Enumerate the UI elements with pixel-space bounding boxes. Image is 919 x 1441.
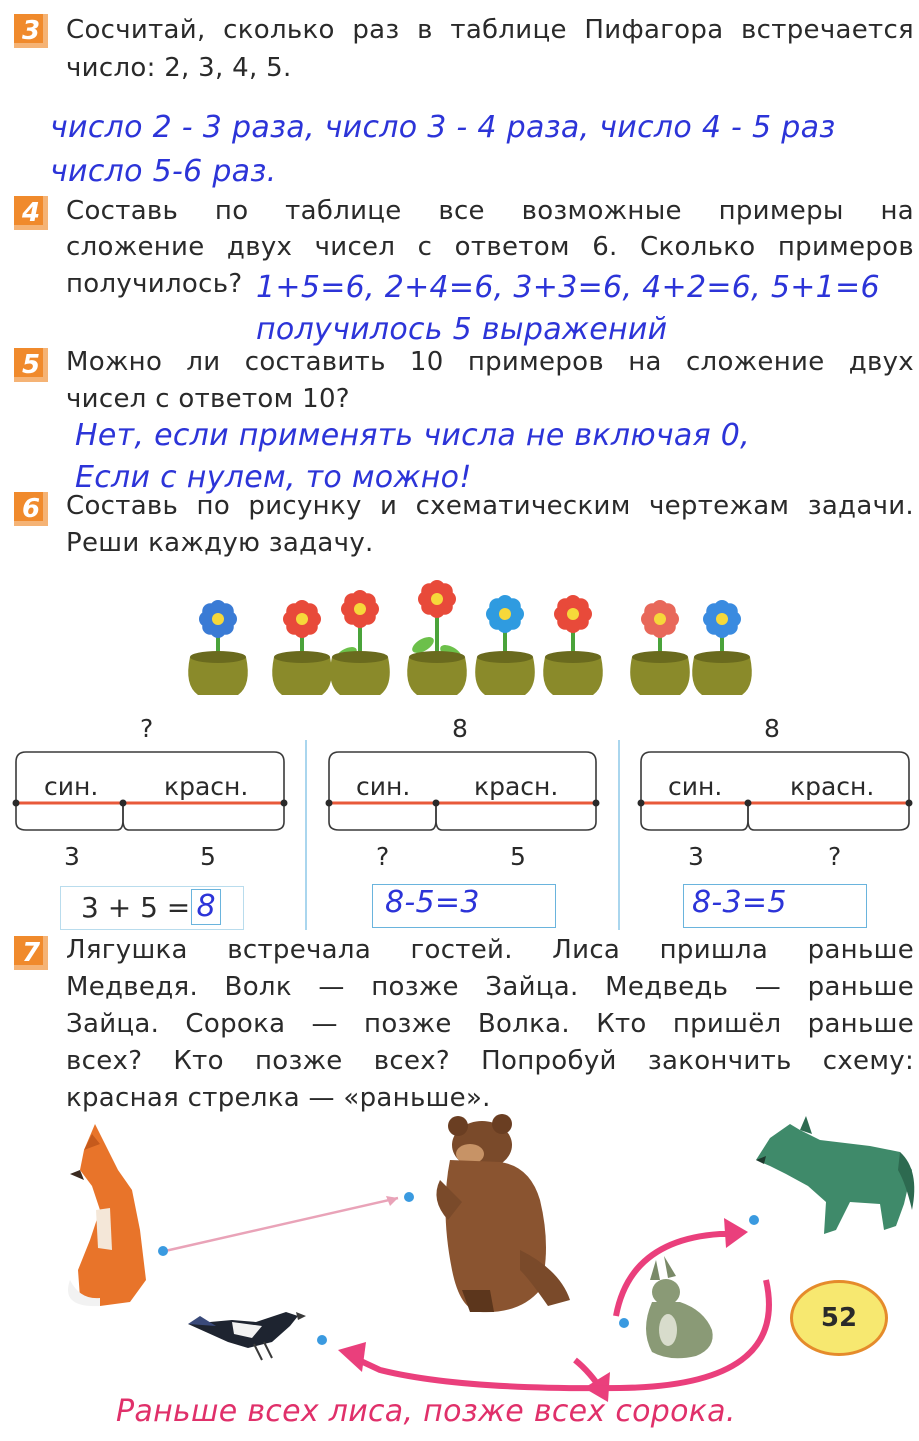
wolf-illustration xyxy=(756,1116,914,1234)
task-4-answer-line-2: получилось 5 выражений xyxy=(256,312,668,347)
scheme-1-right-brace xyxy=(123,806,284,830)
scheme-3-point-2 xyxy=(745,800,752,807)
scheme-1-point-1 xyxy=(13,800,20,807)
scheme-3-left-brace xyxy=(641,806,748,830)
flower-pot-4 xyxy=(407,580,467,695)
scheme-3-point-3 xyxy=(906,800,913,807)
task-4-number: 4 xyxy=(14,196,48,230)
scheme-3-total: 8 xyxy=(764,714,780,743)
scheme-3-answer: 8-3=5 xyxy=(692,885,787,920)
task-7-text-line-1: Лягушка встречала гостей. Лиса пришла раньше xyxy=(66,935,914,965)
scheme-1-answer: 8 xyxy=(191,889,221,925)
page-number-badge: 52 xyxy=(790,1280,888,1356)
scheme-1-right-value: 5 xyxy=(200,842,216,871)
scheme-2-right-value: 5 xyxy=(510,842,526,871)
task-3-text-line-2: число: 2, 3, 4, 5. xyxy=(66,53,292,83)
scheme-3-label-left: син. xyxy=(668,772,723,801)
scheme-2-answer-box xyxy=(372,884,556,928)
task-5-answer-line-2: Если с нулем, то можно! xyxy=(75,460,472,495)
task-5-answer-line-1: Нет, если применять числа не включая 0, xyxy=(75,418,750,453)
scheme-3-point-1 xyxy=(638,800,645,807)
scheme-2-label-left: син. xyxy=(356,772,411,801)
task-6-text-line-2: Реши каждую задачу. xyxy=(66,528,374,558)
scheme-2-point-2 xyxy=(433,800,440,807)
flower-pot-8 xyxy=(692,600,752,695)
fox-illustration xyxy=(68,1124,146,1306)
scheme-3-right-brace xyxy=(748,806,909,830)
task-7-answer: Раньше всех лиса, позже всех сорока. xyxy=(116,1394,736,1429)
scheme-2-point-3 xyxy=(593,800,600,807)
scheme-2-answer: 8-5=3 xyxy=(385,885,480,920)
task-7-number: 7 xyxy=(14,936,48,970)
flower-pot-7 xyxy=(630,600,690,695)
scheme-2-point-1 xyxy=(326,800,333,807)
scheme-1-point-2 xyxy=(120,800,127,807)
task-6-text-line-1: Составь по рисунку и схематическим чертежам задачи. xyxy=(66,491,914,521)
scheme-1-left-value: 3 xyxy=(64,842,80,871)
task-3-text-line-1: Сосчитай, сколько раз в таблице Пифагора встречается xyxy=(66,15,914,45)
flower-pot-3 xyxy=(330,590,390,695)
scheme-2-left-value: ? xyxy=(376,842,390,871)
scheme-1-label-left: син. xyxy=(44,772,99,801)
scheme-1-answer-box xyxy=(60,886,244,930)
scheme-1-label-right: красн. xyxy=(164,772,249,801)
flower-pot-6 xyxy=(543,595,603,695)
task-5-number: 5 xyxy=(14,348,48,382)
scheme-1-total: ? xyxy=(140,714,154,743)
scheme-1-left-brace xyxy=(16,806,123,830)
scheme-1-equation: 3 + 5 = xyxy=(81,891,191,924)
task-3-answer-line-1: число 2 - 3 раза, число 3 - 4 раза, число 4 - 5 раз xyxy=(50,110,836,145)
animals-order-scheme xyxy=(0,1130,919,1410)
task-5-text-line-1: Можно ли составить 10 примеров на сложение двух xyxy=(66,347,914,377)
task-4-answer-line-1: 1+5=6, 2+4=6, 3+3=6, 4+2=6, 5+1=6 xyxy=(256,270,880,305)
task-7-text-line-5: красная стрелка — «раньше». xyxy=(66,1083,491,1113)
task-7-text-line-3: Зайца. Сорока — позже Волка. Кто пришёл раньше xyxy=(66,1009,914,1039)
task-7-text-line-2: Медведя. Волк — позже Зайца. Медведь — раньше xyxy=(66,972,914,1002)
hare-illustration xyxy=(646,1256,713,1358)
flowers-in-pots-illustration xyxy=(0,565,919,705)
task-3-answer-line-2: число 5-6 раз. xyxy=(50,154,277,189)
scheme-2-label-right: красн. xyxy=(474,772,559,801)
task-4-text-line-1: Составь по таблице все возможные примеры на xyxy=(66,196,914,226)
task-6-number: 6 xyxy=(14,492,48,526)
scheme-3-right-value: ? xyxy=(828,842,842,871)
scheme-2-total: 8 xyxy=(452,714,468,743)
bear-illustration xyxy=(436,1114,570,1312)
task-4-text-line-3: получилось? xyxy=(66,269,243,299)
scheme-1-point-3 xyxy=(281,800,288,807)
task-5-text-line-2: чисел с ответом 10? xyxy=(66,384,350,414)
flower-pot-5 xyxy=(475,595,535,695)
magpie-illustration xyxy=(188,1312,306,1360)
scheme-3-label-right: красн. xyxy=(790,772,875,801)
scheme-3-left-value: 3 xyxy=(688,842,704,871)
scheme-2-right-brace xyxy=(436,806,596,830)
scheme-3-answer-box xyxy=(683,884,867,928)
task-7-text-line-4: всех? Кто позже всех? Попробуй закончить схему: xyxy=(66,1046,914,1076)
task-3-number: 3 xyxy=(14,14,48,48)
scheme-2-left-brace xyxy=(329,806,436,830)
flower-pot-1 xyxy=(188,600,248,695)
task-4-text-line-2: сложение двух чисел с ответом 6. Сколько примеров xyxy=(66,232,914,262)
flower-pot-2 xyxy=(272,600,332,695)
